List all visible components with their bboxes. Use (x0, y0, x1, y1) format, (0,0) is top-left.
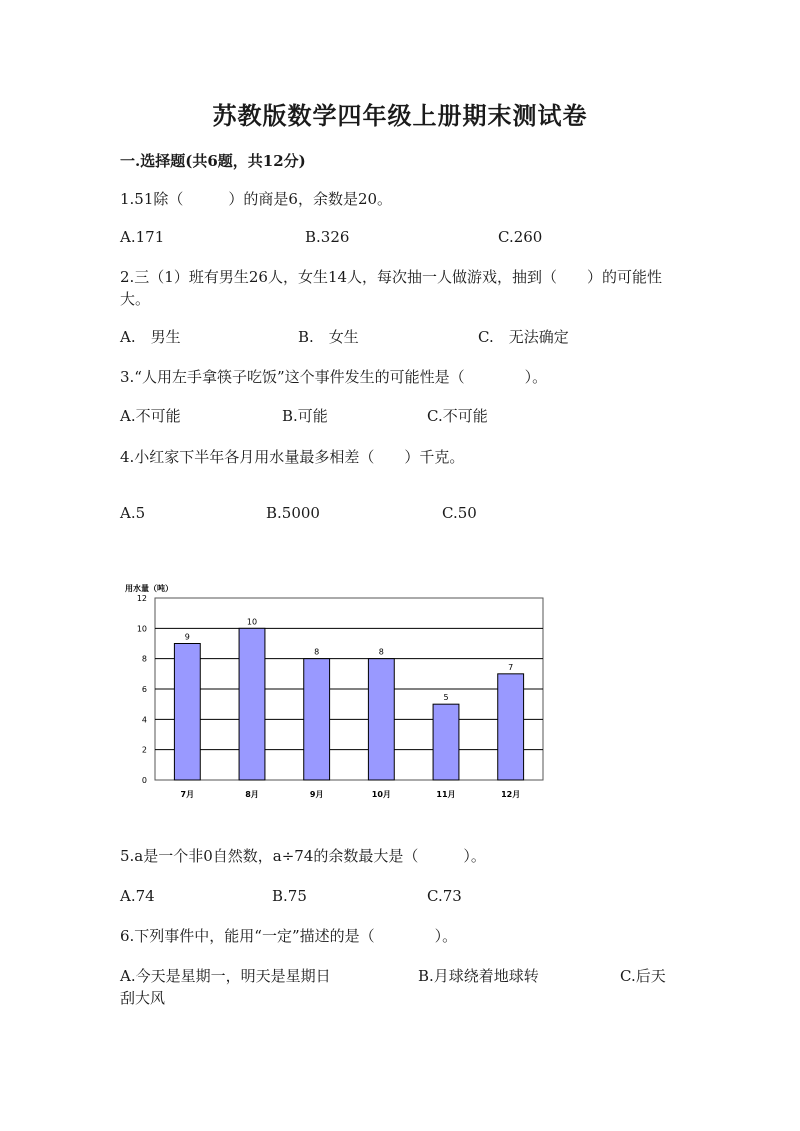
x-tick-label: 11月 (436, 790, 456, 799)
option-c[interactable]: C.50 (442, 504, 477, 522)
bar-8月 (239, 628, 265, 780)
option-c[interactable]: C.260 (498, 228, 543, 246)
option-c[interactable]: C.73 (427, 887, 462, 905)
data-label: 8 (378, 647, 384, 657)
bar-11月 (433, 704, 459, 780)
option-c-line-2: 刮大风 (120, 989, 166, 1007)
question-2: 2.三（1）班有男生26人，女生14人，每次抽一人做游戏，抽到（ ）的可能性大。 (120, 268, 663, 308)
option-a[interactable]: A.74 (120, 887, 155, 905)
data-label: 7 (508, 662, 514, 672)
option-c-line-1: C.后天 (620, 967, 666, 985)
x-tick-label: 10月 (371, 790, 391, 799)
option-a[interactable]: A.171 (120, 228, 165, 246)
water-usage-chart (120, 580, 550, 805)
option-a[interactable]: A.今天是星期一，明天是星期日 (120, 967, 331, 985)
option-b[interactable]: B. 女生 (298, 328, 359, 346)
x-tick-label: 12月 (501, 790, 521, 799)
option-c[interactable]: C. 无法确定 (478, 328, 569, 346)
question-6-options (120, 965, 680, 1009)
question-1: 1.51除（ ）的商是6，余数是20。 (120, 190, 393, 208)
data-label: 9 (184, 632, 190, 642)
bar-9月 (304, 659, 330, 780)
y-tick-label: 10 (136, 624, 147, 634)
y-tick-label: 4 (141, 715, 147, 725)
data-label: 8 (314, 647, 320, 657)
bar-10月 (368, 659, 394, 780)
option-b[interactable]: B.5000 (266, 504, 320, 522)
x-tick-label: 9月 (309, 790, 324, 799)
option-b[interactable]: B.326 (305, 228, 350, 246)
option-b[interactable]: B.月球绕着地球转 (418, 967, 539, 985)
y-tick-label: 12 (136, 594, 147, 603)
page-title: 苏教版数学四年级上册期末测试卷 (212, 101, 588, 130)
data-label: 10 (246, 617, 258, 627)
bar-12月 (498, 674, 524, 780)
y-tick-label: 0 (141, 776, 147, 785)
x-tick-label: 7月 (180, 790, 195, 799)
bar-7月 (174, 644, 200, 781)
option-b[interactable]: B.75 (272, 887, 307, 905)
question-5: 5.a是一个非0自然数，a÷74的余数最大是（ ）。 (120, 847, 486, 865)
question-3: 3.“人用左手拿筷子吃饭”这个事件发生的可能性是（ ）。 (120, 368, 548, 386)
question-4: 4.小红家下半年各月用水量最多相差（ ）千克。 (120, 448, 465, 466)
section-heading: 一.选择题(共6题，共12分) (120, 152, 306, 170)
option-a[interactable]: A. 男生 (120, 328, 181, 346)
y-tick-label: 2 (141, 745, 147, 755)
x-tick-label: 8月 (245, 790, 259, 799)
option-a[interactable]: A.不可能 (120, 407, 181, 425)
option-c[interactable]: C.不可能 (427, 407, 488, 425)
y-tick-label: 6 (141, 685, 147, 694)
data-label: 5 (443, 693, 449, 703)
y-axis-label: 用水量（吨） (125, 584, 173, 593)
option-b[interactable]: B.可能 (282, 407, 328, 425)
question-6: 6.下列事件中，能用“一定”描述的是（ ）。 (120, 927, 458, 945)
y-tick-label: 8 (141, 654, 147, 664)
option-a[interactable]: A.5 (120, 504, 146, 522)
